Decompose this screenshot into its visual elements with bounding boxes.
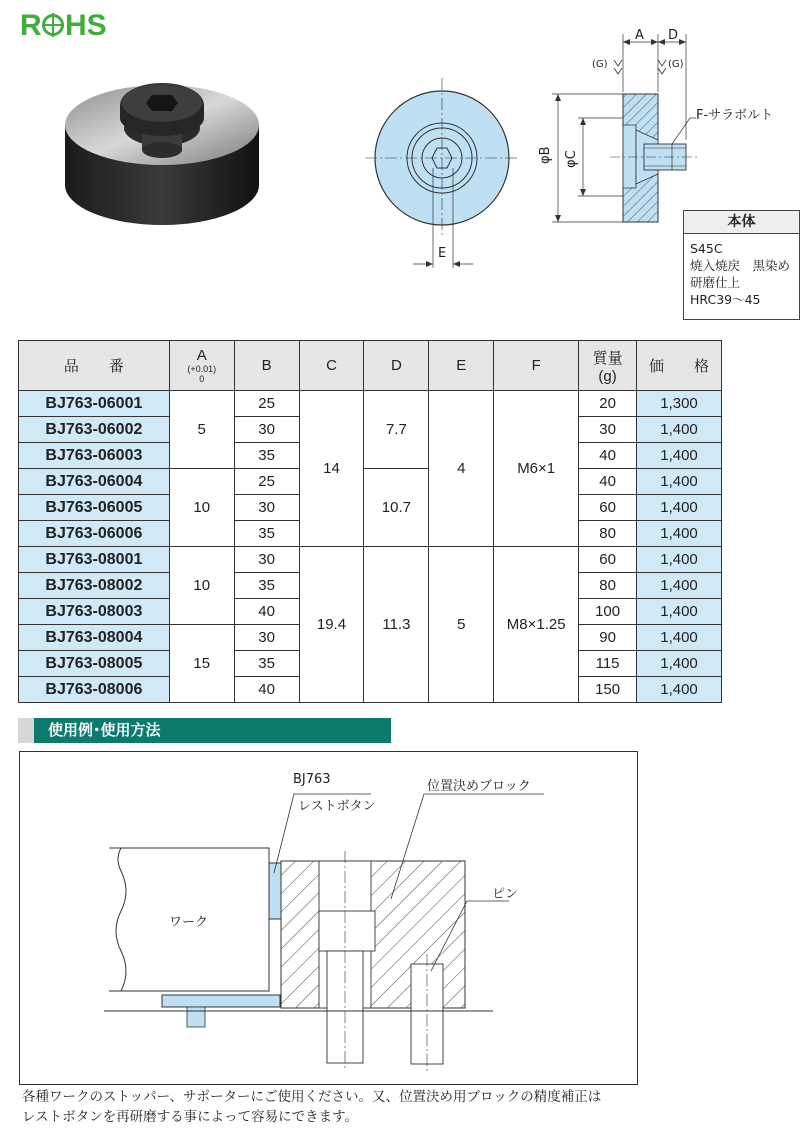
- cell-mass: 20: [579, 391, 637, 417]
- cell-f: M8×1.25: [494, 547, 579, 703]
- cell-b: 40: [234, 599, 299, 625]
- cell-mass: 60: [579, 547, 637, 573]
- usage-label-rest-button: レストボタン: [298, 799, 376, 814]
- header-b: B: [234, 341, 299, 391]
- cell-price: 1,400: [637, 573, 722, 599]
- dim-e-label: E: [438, 246, 447, 261]
- table-row: [19, 469, 722, 495]
- cell-b: 30: [234, 495, 299, 521]
- cell-b: 30: [234, 547, 299, 573]
- cell-d: 11.3: [364, 547, 429, 703]
- phi-b-label: φB: [538, 146, 553, 164]
- header-e: E: [429, 341, 494, 391]
- part-number: BJ763-06003: [19, 443, 170, 469]
- cell-price: 1,400: [637, 495, 722, 521]
- cell-b: 25: [234, 391, 299, 417]
- cell-price: 1,400: [637, 469, 722, 495]
- dim-a-label: A: [635, 28, 644, 43]
- cell-e: 4: [429, 391, 494, 547]
- cell-d: 7.7: [364, 391, 429, 469]
- cell-b: 35: [234, 521, 299, 547]
- cell-mass: 40: [579, 469, 637, 495]
- header-d: D: [364, 341, 429, 391]
- cell-b: 40: [234, 677, 299, 703]
- cell-b: 30: [234, 417, 299, 443]
- product-photo: [60, 70, 265, 230]
- part-number: BJ763-06001: [19, 391, 170, 417]
- header-part: 品 番: [19, 341, 170, 391]
- header-a-label: A: [196, 347, 207, 364]
- cell-price: 1,400: [637, 443, 722, 469]
- cell-f: M6×1: [494, 391, 579, 547]
- material-line: 焼入焼戻 黒染め: [690, 258, 791, 273]
- cell-mass: 40: [579, 443, 637, 469]
- usage-label-bj763: BJ763: [293, 772, 331, 787]
- part-number: BJ763-06005: [19, 495, 170, 521]
- usage-label-pin: ピン: [492, 887, 519, 902]
- bolt-label: F-サラボルト: [696, 108, 774, 123]
- dim-d-label: D: [668, 28, 679, 43]
- cell-mass: 80: [579, 521, 637, 547]
- cell-c: 14: [299, 391, 364, 547]
- header-a: [169, 341, 234, 391]
- part-number: BJ763-06002: [19, 417, 170, 443]
- table-row: [19, 547, 722, 573]
- header-mass-unit: (g): [598, 367, 617, 385]
- cell-mass: 30: [579, 417, 637, 443]
- rohs-logo: [20, 7, 120, 41]
- header-mass-label: 質量: [592, 349, 623, 367]
- cell-b: 35: [234, 651, 299, 677]
- part-number: BJ763-06004: [19, 469, 170, 495]
- cell-price: 1,400: [637, 521, 722, 547]
- cell-a: 10: [169, 547, 234, 625]
- side-view-drawing: [540, 22, 790, 232]
- material-box: [683, 210, 800, 320]
- roughness-left-label: (G): [592, 59, 608, 70]
- part-number: BJ763-08001: [19, 547, 170, 573]
- usage-label-work: ワーク: [169, 915, 209, 930]
- cell-price: 1,400: [637, 547, 722, 573]
- cell-price: 1,300: [637, 391, 722, 417]
- cell-a: 10: [169, 469, 234, 547]
- material-title: 本体: [684, 211, 799, 234]
- cell-mass: 80: [579, 573, 637, 599]
- part-number: BJ763-06006: [19, 521, 170, 547]
- cell-c: 19.4: [299, 547, 364, 703]
- svg-text:HS: HS: [65, 9, 107, 41]
- cell-a: 5: [169, 391, 234, 469]
- cell-b: 25: [234, 469, 299, 495]
- cell-mass: 115: [579, 651, 637, 677]
- header-a-tolerance: (+0.01) 0: [187, 364, 217, 384]
- cell-e: 5: [429, 547, 494, 703]
- usage-title: 使用例･使用方法: [48, 721, 161, 739]
- usage-label-block: 位置決めブロック: [427, 779, 531, 794]
- cell-b: 35: [234, 443, 299, 469]
- header-f: F: [494, 341, 579, 391]
- part-number: BJ763-08002: [19, 573, 170, 599]
- usage-section-header: [18, 718, 391, 743]
- front-view-drawing: [365, 78, 525, 278]
- cell-price: 1,400: [637, 677, 722, 703]
- cell-mass: 150: [579, 677, 637, 703]
- part-number: BJ763-08003: [19, 599, 170, 625]
- cell-price: 1,400: [637, 625, 722, 651]
- cell-price: 1,400: [637, 651, 722, 677]
- tol-lower: 0: [199, 374, 205, 384]
- cell-mass: 60: [579, 495, 637, 521]
- header-mass: [579, 341, 637, 391]
- usage-note-line: 各種ワークのストッパー、サポーターにご使用ください。又、位置決め用ブロックの精度補正は: [22, 1089, 602, 1105]
- cell-b: 35: [234, 573, 299, 599]
- part-number: BJ763-08006: [19, 677, 170, 703]
- cell-price: 1,400: [637, 417, 722, 443]
- usage-note-line: レストボタンを再研磨する事によって容易にできます。: [22, 1109, 359, 1125]
- usage-drawing: [19, 751, 638, 1085]
- roughness-right-label: (G): [668, 59, 684, 70]
- material-line: 研磨仕上: [690, 275, 741, 290]
- svg-text:R: R: [20, 9, 43, 41]
- cell-a: 15: [169, 625, 234, 703]
- tol-upper: +0.01: [190, 364, 214, 374]
- spec-table: [18, 340, 722, 703]
- usage-note: [22, 1087, 792, 1127]
- phi-c-label: φC: [564, 150, 579, 168]
- cell-d: 10.7: [364, 469, 429, 547]
- cell-mass: 90: [579, 625, 637, 651]
- header-c: C: [299, 341, 364, 391]
- material-line: S45C: [690, 241, 723, 256]
- header-marker: [18, 718, 34, 743]
- cell-price: 1,400: [637, 599, 722, 625]
- part-number: BJ763-08004: [19, 625, 170, 651]
- part-number: BJ763-08005: [19, 651, 170, 677]
- table-row: [19, 391, 722, 417]
- material-line: HRC39～45: [690, 292, 761, 307]
- header-price: 価 格: [637, 341, 722, 391]
- cell-b: 30: [234, 625, 299, 651]
- cell-mass: 100: [579, 599, 637, 625]
